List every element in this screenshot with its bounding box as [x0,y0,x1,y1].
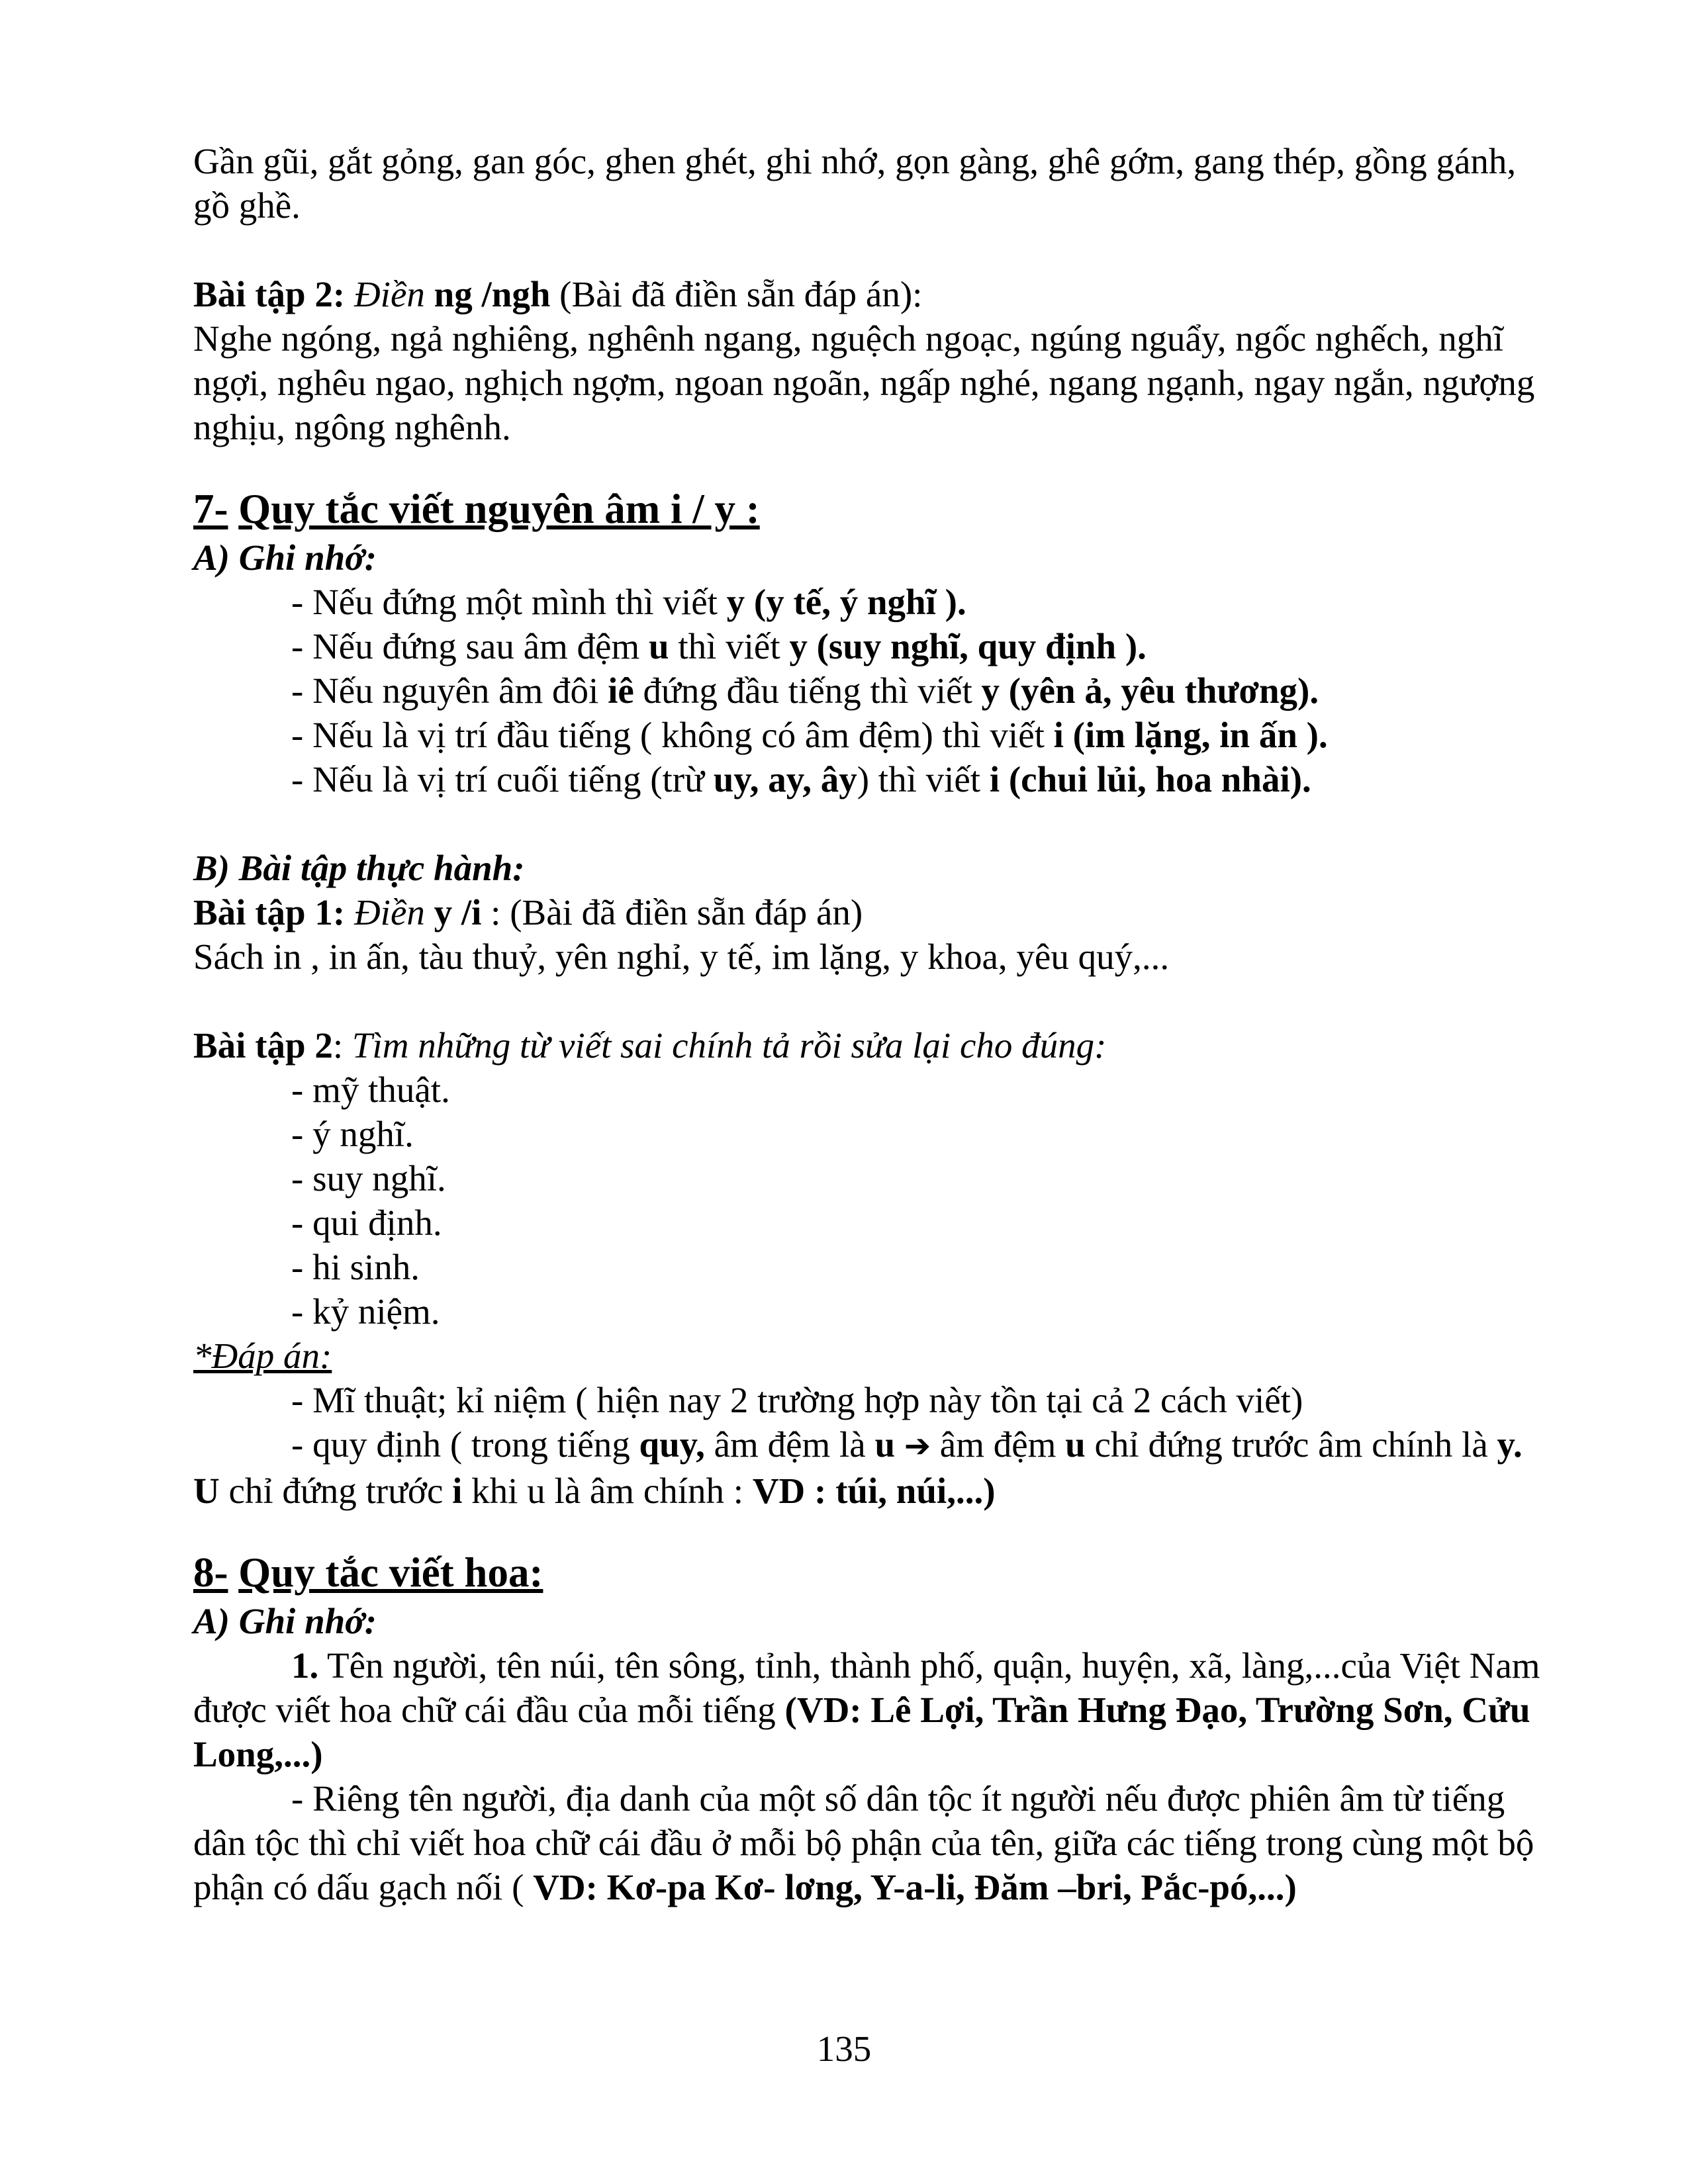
section-7-heading [193,482,1557,535]
exercise-target: ng /ngh [434,274,551,314]
rule-paragraph-2: - Riêng tên người, địa danh của một số dân tộc ít người nếu được phiên âm từ tiếng dân tộc thì chỉ viết hoa chữ cái đầu ở mỗi bộ phận của tên, giữa các tiếng trong cùng một bộ phận có dấu gạch nối ( VD: Kơ-pa Kơ- lơng, Y-a-li, Đăm –bri, Pắc-pó,...) [193,1778,1534,1907]
section-title: Quy tắc viết nguyên âm i / y : [238,486,760,532]
list-item: - qui định. [291,1203,442,1243]
word-list-g-gh: Gần gũi, gắt gỏng, gan góc, ghen ghét, ghi nhớ, gọn gàng, ghê gớm, gang thép, gồng gánh, gồ ghề. [193,141,1517,226]
rule-2: - Nếu đứng sau âm đệm u thì viết y (suy nghĩ, quy định ). [291,626,1147,666]
rule-3: - Nếu nguyên âm đôi iê đứng đầu tiếng thì viết y (yên ả, yêu thương). [291,670,1319,711]
arrow-right-icon: ➔ [904,1428,931,1465]
word-list-ng-ngh: Nghe ngóng, ngả nghiêng, nghênh ngang, nguệch ngoạc, ngúng nguẩy, ngốc nghếch, nghĩ ngợi, nghêu ngao, nghịch ngợm, ngoan ngoãn, ngấp nghé, ngang ngạnh, ngay ngắn, ngượng nghịu, ngông nghênh. [193,318,1535,447]
answer-label: *Đáp án: [193,1336,332,1376]
subsection-b-title: B) Bài tập thực hành: [193,848,525,888]
rule-1: - Nếu đứng một mình thì viết y (y tế, ý nghĩ ). [291,582,966,622]
exercise-2-task: Bài tập 2: Tìm những từ viết sai chính tả rồi sửa lại cho đúng: [193,1025,1107,1066]
exercise-verb: Điền [353,274,425,314]
list-item: - ý nghĩ. [291,1114,414,1154]
subsection-a-title: A) Ghi nhớ: [193,537,377,578]
list-item: - suy nghĩ. [291,1158,446,1199]
exercise-1-words: Sách in , in ấn, tàu thuỷ, yên nghỉ, y tế, im lặng, y khoa, yêu quý,... [193,936,1170,977]
subsection-a-title: A) Ghi nhớ: [193,1601,377,1641]
rule-4: - Nếu là vị trí đầu tiếng ( không có âm đệm) thì viết i (im lặng, in ấn ). [291,715,1328,755]
exercise-note: (Bài đã điền sẵn đáp án): [559,274,923,314]
answer-1: - Mĩ thuật; kỉ niệm ( hiện nay 2 trường hợp này tồn tại cả 2 cách viết) [291,1380,1303,1420]
answer-2: - quy định ( trong tiếng quy, âm đệm là u ➔ âm đệm u chỉ đứng trước âm chính là y. U chỉ đứng trước i khi u là âm chính : VD : túi, núi,...) [193,1424,1523,1511]
rule-paragraph-1: 1. Tên người, tên núi, tên sông, tỉnh, thành phố, quận, huyện, xã, làng,...của Việt Nam được viết hoa chữ cái đầu của mỗi tiếng (VD: Lê Lợi, Trần Hưng Đạo, Trường Sơn, Cửu Long,...) [193,1645,1540,1774]
page-number: 135 [816,2028,872,2069]
list-item: - mỹ thuật. [291,1069,450,1110]
exercise-1-heading: Bài tập 1: Điền y /i : (Bài đã điền sẵn đáp án) [193,892,863,933]
list-item: - hi sinh. [291,1247,420,1287]
exercise-2-heading [193,272,1557,316]
document-page [193,139,1557,1909]
exercise-label: Bài tập 2: [193,274,346,314]
section-8-heading: 8- Quy tắc viết hoa: [193,1549,543,1596]
section-number: 7- [193,486,228,532]
list-item: - kỷ niệm. [291,1291,440,1332]
rule-5: - Nếu là vị trí cuối tiếng (trừ uy, ay, ây) thì viết i (chui lủi, hoa nhài). [291,759,1311,799]
